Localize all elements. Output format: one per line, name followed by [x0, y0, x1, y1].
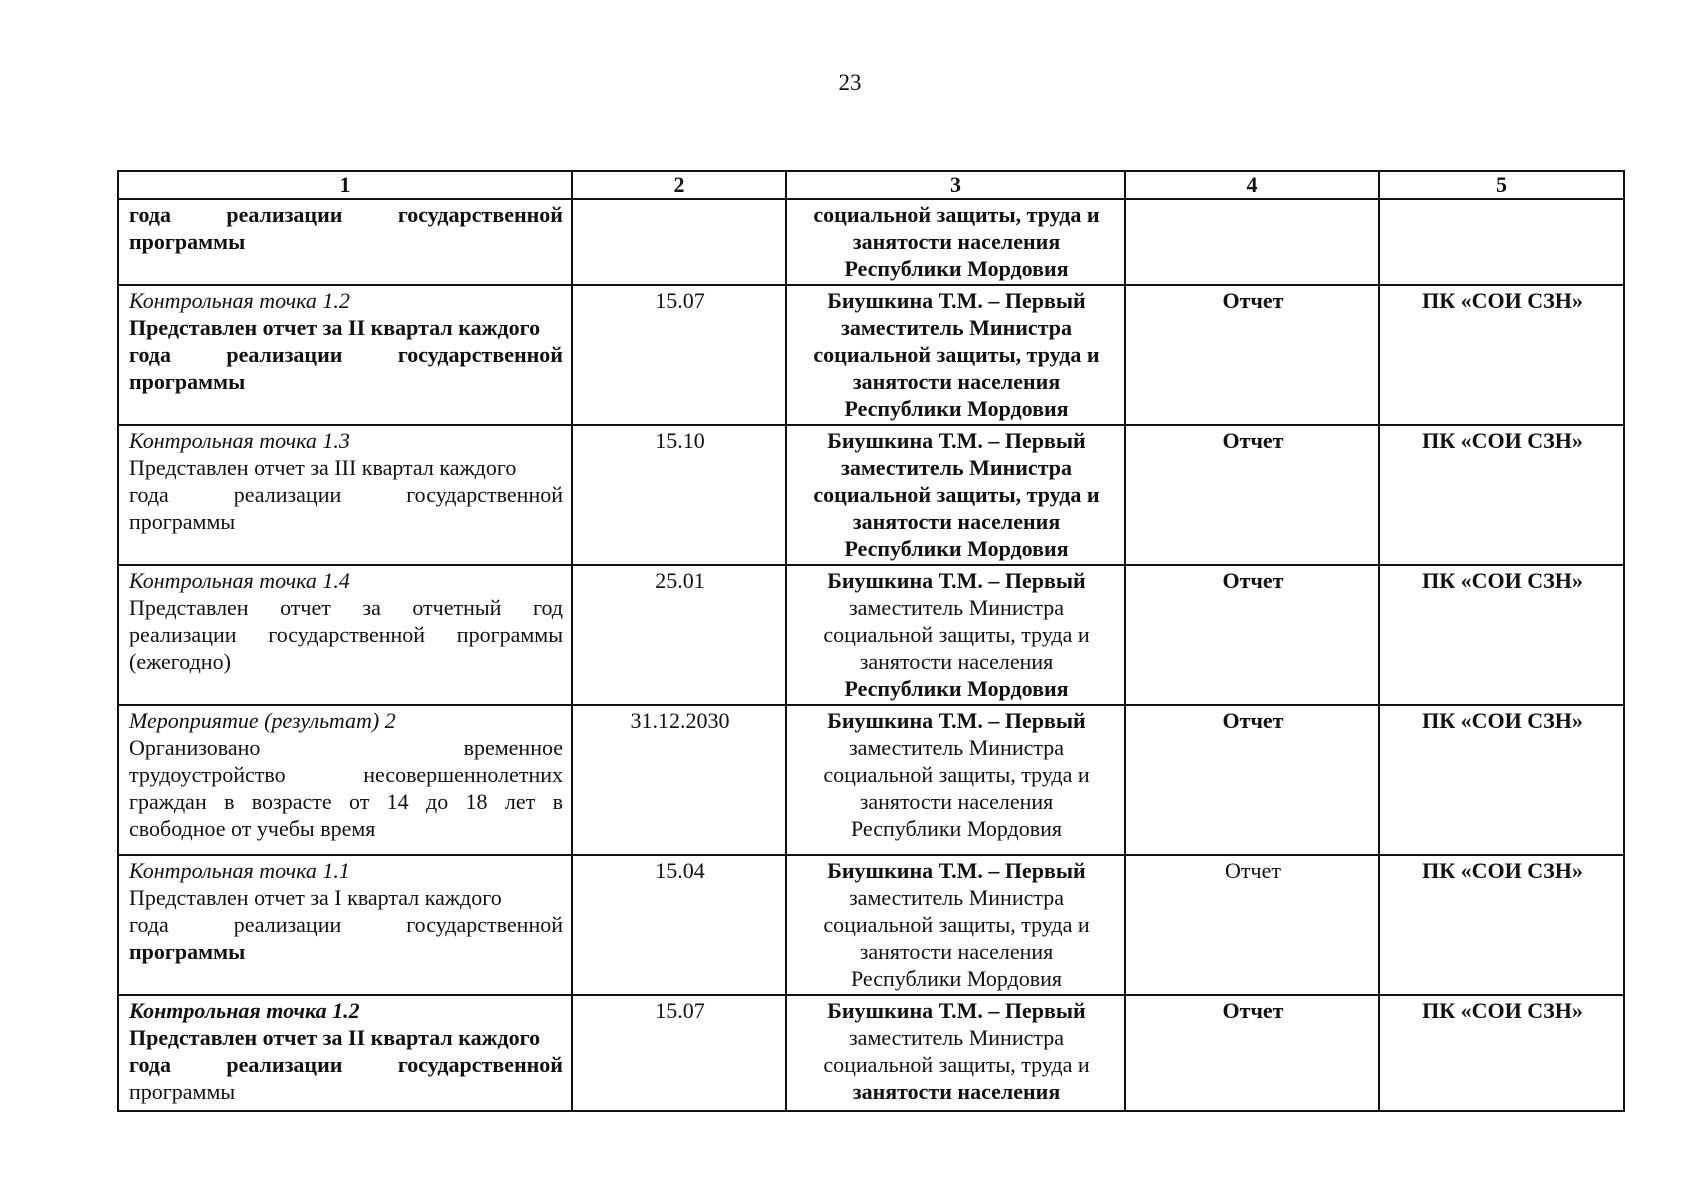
- description-line: года реализации государственной: [129, 482, 563, 507]
- system-cell: ПК «СОИ СЗН»: [1379, 705, 1624, 855]
- description-line: свободное от учебы время: [129, 816, 376, 841]
- checkpoint-heading: Контрольная точка 1.4: [129, 568, 350, 593]
- responsible-line: заместитель Министра: [840, 455, 1073, 480]
- responsible-line: социальной защиты, труда и: [823, 622, 1090, 647]
- responsible-cell: [786, 855, 1125, 995]
- checkpoint-heading: Контрольная точка 1.2: [129, 288, 350, 313]
- description-line: Представлен отчет за III квартал каждого: [129, 455, 517, 480]
- responsible-line: социальной защиты, труда и: [823, 912, 1090, 937]
- table-row: [118, 285, 1624, 425]
- responsible-line: социальной защиты, труда и: [813, 202, 1100, 227]
- page-number: 23: [838, 70, 862, 95]
- report-cell: Отчет: [1125, 425, 1379, 565]
- report-cell: Отчет: [1125, 285, 1379, 425]
- description-line: граждан в возрасте от 14 до 18 лет в: [129, 789, 563, 814]
- responsible-line: занятости населения: [852, 369, 1061, 394]
- description-cell: [118, 995, 572, 1111]
- system-cell: ПК «СОИ СЗН»: [1379, 565, 1624, 705]
- checkpoint-heading: Контрольная точка 1.2: [129, 998, 360, 1023]
- description-line: трудоустройство несовершеннолетних: [129, 762, 563, 787]
- responsible-line: Республики Мордовия: [844, 256, 1069, 281]
- responsible-line: занятости населения: [859, 789, 1054, 814]
- responsible-line: заместитель Министра: [848, 1025, 1065, 1050]
- column-number-row: [118, 171, 1624, 199]
- report-cell: Отчет: [1125, 565, 1379, 705]
- date-cell: [572, 199, 786, 285]
- description-cell: [118, 425, 572, 565]
- report-cell: Отчет: [1125, 705, 1379, 855]
- description-line: Представлен отчет за I квартал каждого: [129, 885, 502, 910]
- description-line: года реализации государственной: [129, 202, 563, 227]
- table-row: [118, 855, 1624, 995]
- responsible-line: Республики Мордовия: [844, 396, 1069, 421]
- description-cell: [118, 855, 572, 995]
- table-row: [118, 425, 1624, 565]
- column-number-2: 2: [572, 171, 786, 199]
- column-number-1: 1: [118, 171, 572, 199]
- report-cell: Отчет: [1125, 995, 1379, 1111]
- report-cell: [1125, 199, 1379, 285]
- description-line: реализации государственной программы: [129, 622, 563, 647]
- responsible-line: занятости населения: [852, 509, 1061, 534]
- responsible-line: Биушкина Т.М. – Первый: [827, 288, 1086, 313]
- description-line: программы: [129, 939, 246, 964]
- plan-table: [117, 170, 1625, 1112]
- description-line: Организовано временное: [129, 735, 563, 760]
- description-line: Представлен отчет за II квартал каждого: [129, 1025, 541, 1050]
- description-line: программы: [129, 369, 246, 394]
- date-cell: 15.07: [572, 995, 786, 1111]
- responsible-line: занятости населения: [852, 1079, 1061, 1104]
- checkpoint-heading: Контрольная точка 1.3: [129, 428, 350, 453]
- date-cell: 15.04: [572, 855, 786, 995]
- description-line: года реализации государственной: [129, 912, 563, 937]
- responsible-line: социальной защиты, труда и: [823, 1052, 1090, 1077]
- responsible-line: занятости населения: [859, 649, 1054, 674]
- responsible-cell: [786, 285, 1125, 425]
- responsible-cell: [786, 199, 1125, 285]
- responsible-line: заместитель Министра: [848, 735, 1065, 760]
- table-row: [118, 199, 1624, 285]
- event-heading: Мероприятие (результат) 2: [129, 708, 396, 733]
- report-cell: Отчет: [1125, 855, 1379, 995]
- responsible-line: Биушкина Т.М. – Первый: [827, 428, 1086, 453]
- responsible-line: Республики Мордовия: [844, 536, 1069, 561]
- system-cell: ПК «СОИ СЗН»: [1379, 995, 1624, 1111]
- responsible-line: занятости населения: [852, 229, 1061, 254]
- responsible-line: Биушкина Т.М. – Первый: [827, 998, 1086, 1023]
- date-cell: 15.07: [572, 285, 786, 425]
- description-line: программы: [129, 509, 236, 534]
- date-cell: 25.01: [572, 565, 786, 705]
- responsible-line: Республики Мордовия: [844, 676, 1069, 701]
- description-line: года реализации государственной: [129, 342, 563, 367]
- responsible-line: Биушкина Т.М. – Первый: [827, 858, 1086, 883]
- responsible-line: Биушкина Т.М. – Первый: [827, 568, 1086, 593]
- date-cell: 31.12.2030: [572, 705, 786, 855]
- table-row: [118, 705, 1624, 855]
- description-cell: [118, 285, 572, 425]
- responsible-cell: [786, 425, 1125, 565]
- system-cell: [1379, 199, 1624, 285]
- description-cell: [118, 705, 572, 855]
- description-line: Представлен отчет за II квартал каждого: [129, 315, 541, 340]
- column-number-3: 3: [786, 171, 1125, 199]
- responsible-line: Республики Мордовия: [850, 966, 1063, 991]
- responsible-line: социальной защиты, труда и: [813, 482, 1100, 507]
- responsible-cell: [786, 705, 1125, 855]
- description-cell: [118, 565, 572, 705]
- responsible-line: Биушкина Т.М. – Первый: [827, 708, 1086, 733]
- responsible-line: заместитель Министра: [840, 315, 1073, 340]
- description-line: Представлен отчет за отчетный год: [129, 595, 563, 620]
- responsible-cell: [786, 565, 1125, 705]
- responsible-line: заместитель Министра: [848, 885, 1065, 910]
- responsible-line: социальной защиты, труда и: [823, 762, 1090, 787]
- responsible-cell: [786, 995, 1125, 1111]
- responsible-line: занятости населения: [859, 939, 1054, 964]
- responsible-line: социальной защиты, труда и: [813, 342, 1100, 367]
- description-line: программы: [129, 1079, 236, 1104]
- table-row: [118, 995, 1624, 1111]
- table-row: [118, 565, 1624, 705]
- column-number-5: 5: [1379, 171, 1624, 199]
- date-cell: 15.10: [572, 425, 786, 565]
- column-number-4: 4: [1125, 171, 1379, 199]
- description-cell: [118, 199, 572, 285]
- checkpoint-heading: Контрольная точка 1.1: [129, 858, 350, 883]
- description-line: года реализации государственной: [129, 1052, 563, 1077]
- description-line: программы: [129, 229, 246, 254]
- system-cell: ПК «СОИ СЗН»: [1379, 855, 1624, 995]
- system-cell: ПК «СОИ СЗН»: [1379, 285, 1624, 425]
- responsible-line: Республики Мордовия: [850, 816, 1063, 841]
- system-cell: ПК «СОИ СЗН»: [1379, 425, 1624, 565]
- responsible-line: заместитель Министра: [848, 595, 1065, 620]
- description-line: (ежегодно): [129, 649, 231, 674]
